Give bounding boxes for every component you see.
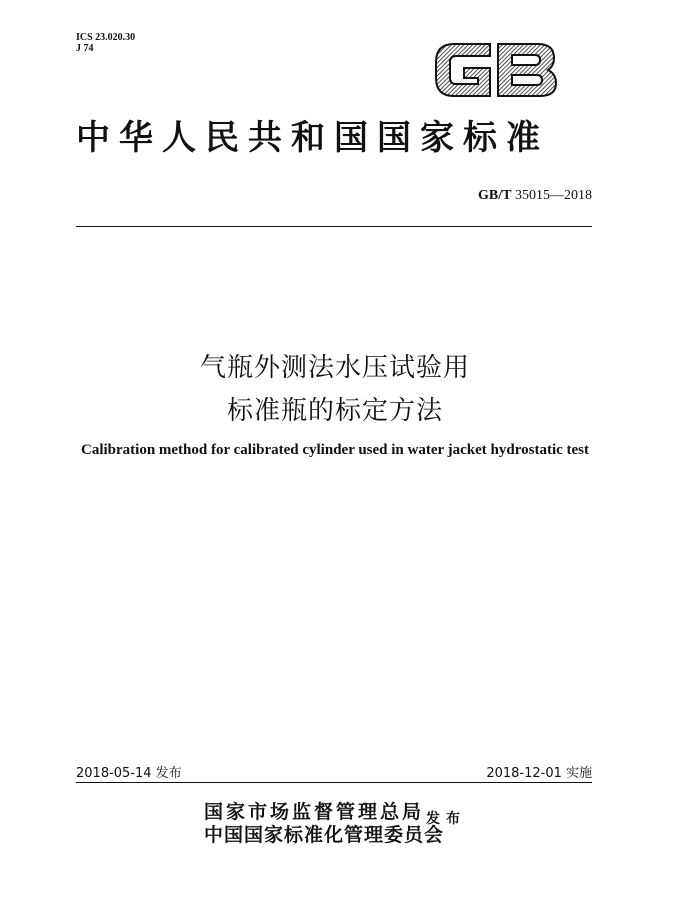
header-divider: [76, 226, 592, 227]
standard-code: [478, 188, 592, 204]
issuer-line1: 国家市场监督管理总局: [204, 801, 425, 823]
document-title-cn-line1: 气瓶外测法水压试验用: [199, 353, 470, 383]
document-title-cn-line2: 标准瓶的标定方法: [226, 396, 443, 426]
ics-block: [76, 32, 135, 54]
document-title-en: Calibration method for calibrated cylinder used in water jacket hydrostatic test: [80, 442, 589, 458]
issue-date: 2018-05-14 发布: [76, 766, 182, 781]
national-standard-title: 中华人民共和国国家标准: [76, 118, 549, 158]
publish-label: 发布: [426, 811, 466, 827]
standard-code-prefix: GB/T: [478, 188, 512, 203]
ics-code: ICS 23.020.30: [76, 32, 136, 43]
implementation-date: 2018-12-01 实施: [486, 766, 592, 781]
gb-logo-icon: [432, 38, 560, 102]
standard-code-number: 35015—2018: [515, 188, 592, 203]
footer-divider: [76, 782, 592, 783]
classification-code: J 74: [76, 43, 94, 54]
issuer-line2: 中国国家标准化管理委员会: [204, 824, 445, 846]
